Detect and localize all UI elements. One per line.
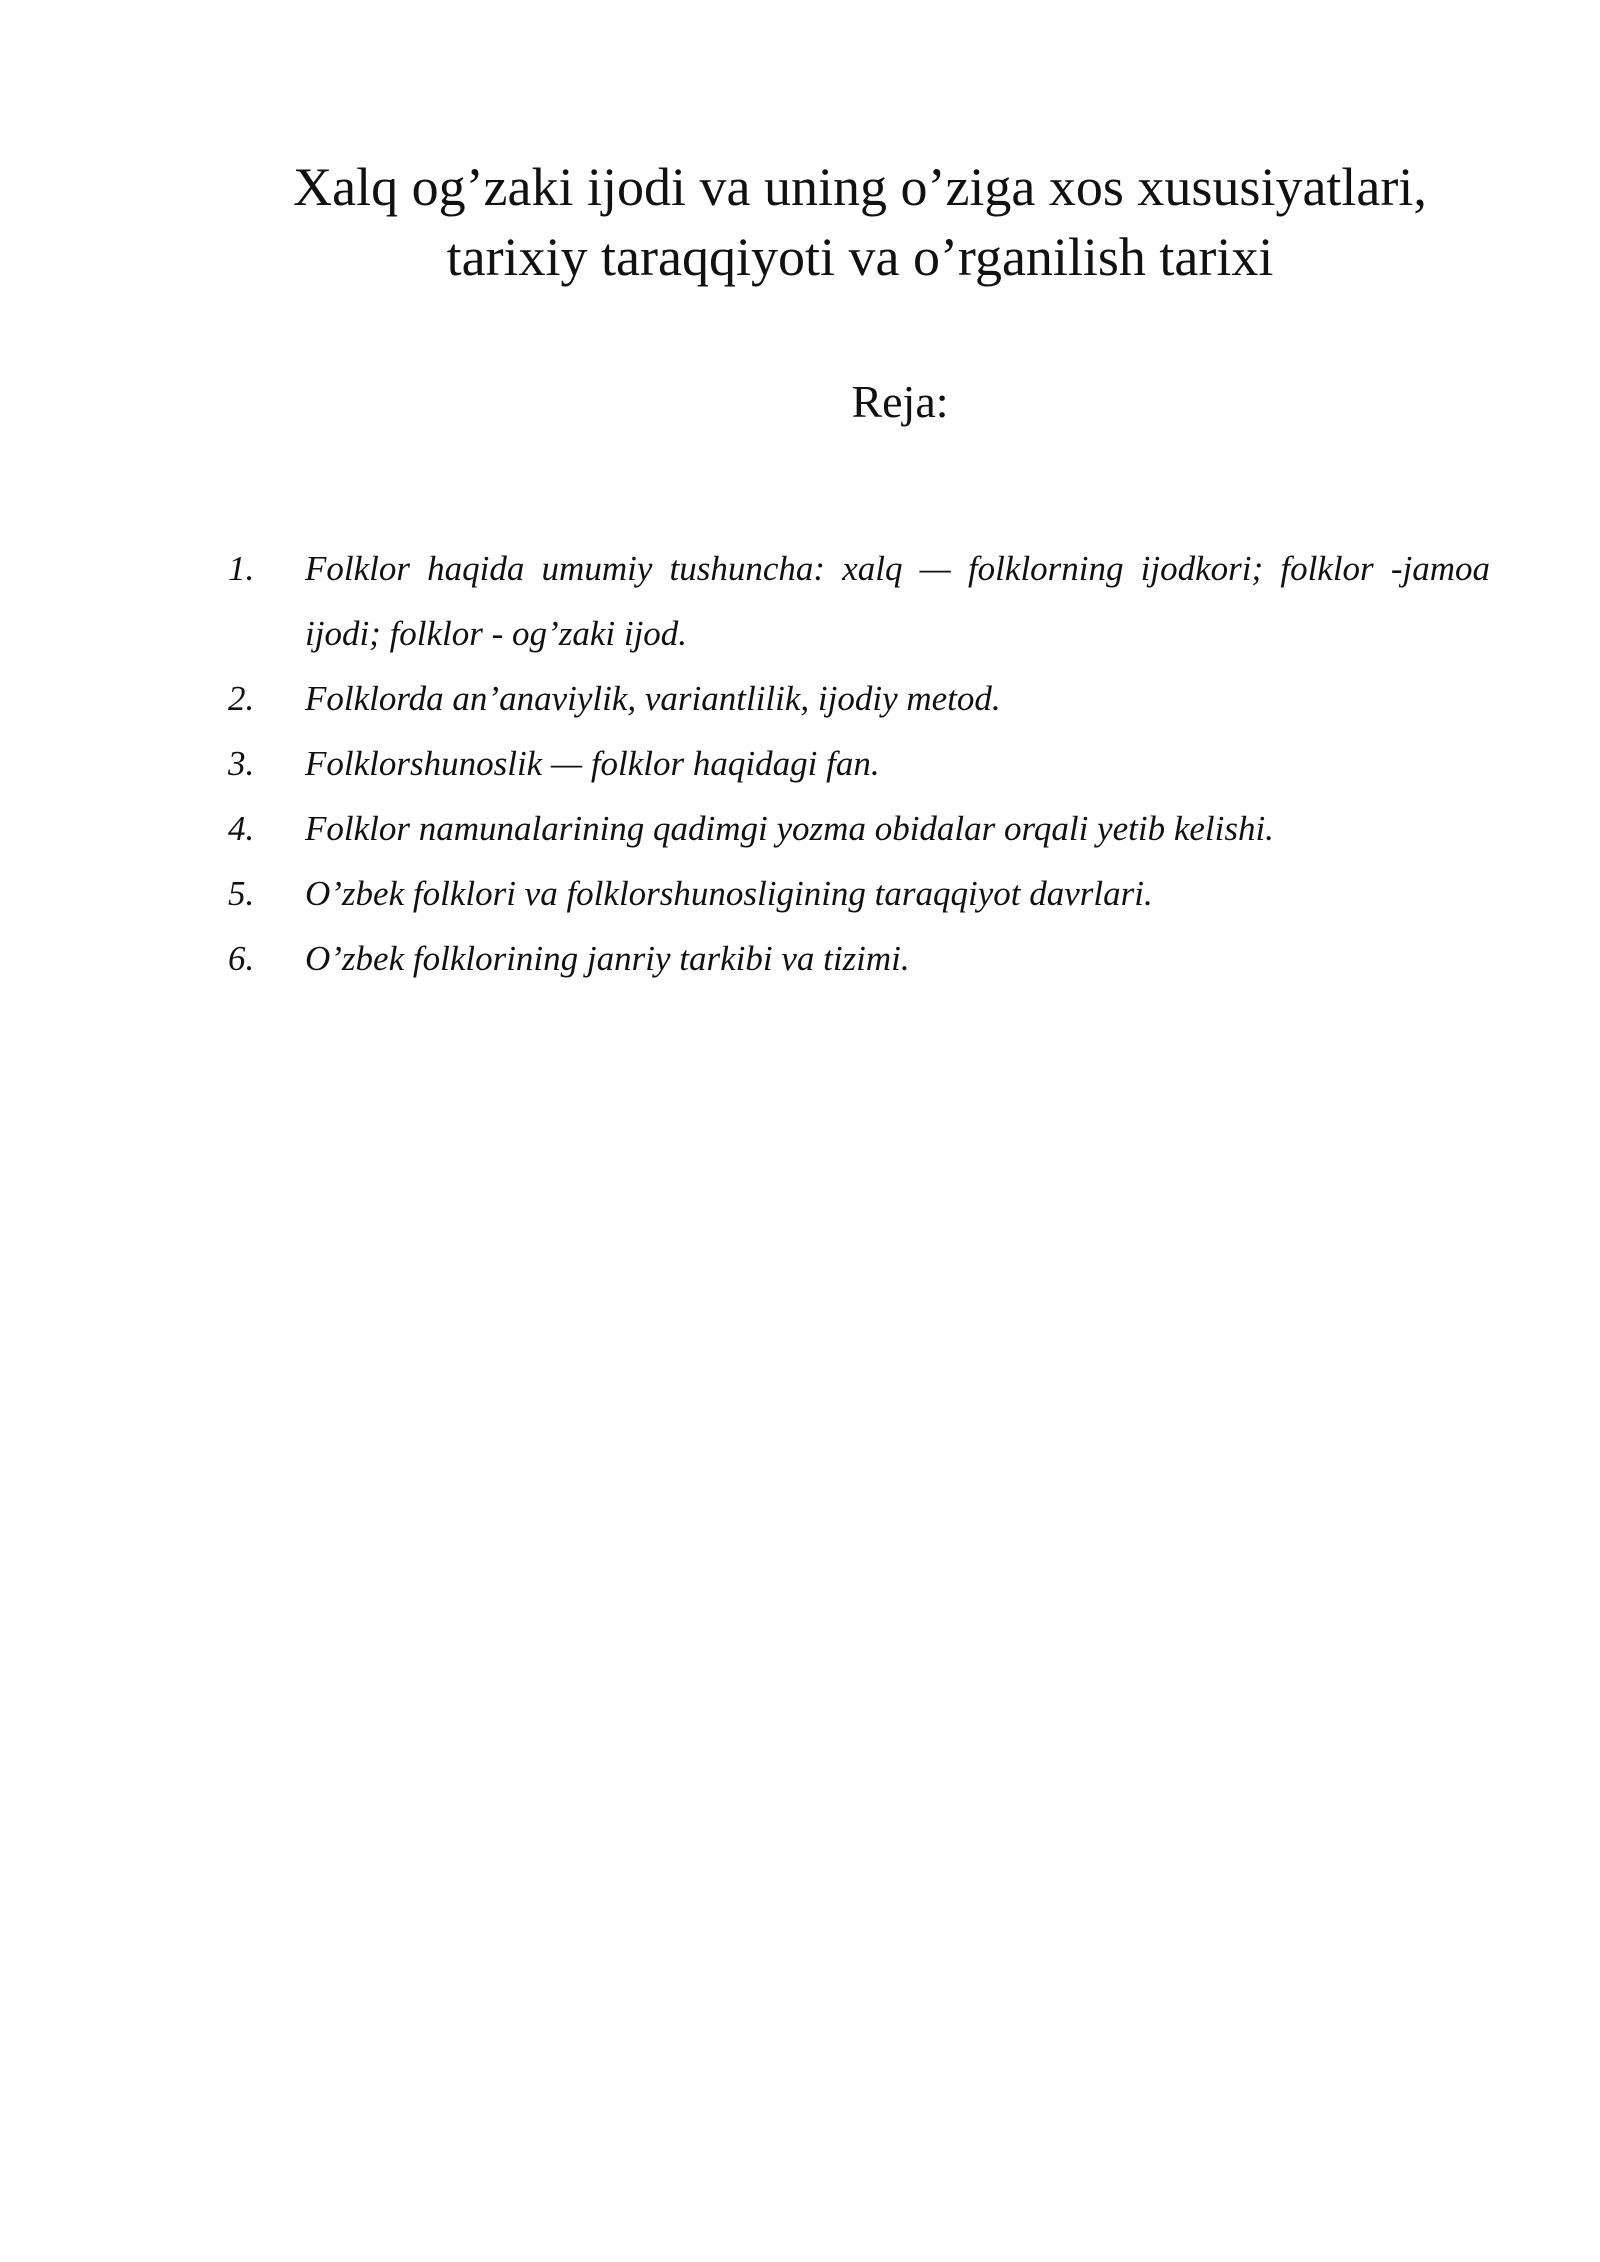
- plan-item-number: 1.: [228, 549, 255, 588]
- plan-item-1: [228, 536, 1490, 666]
- plan-item-text: Folklorda an’anaviylik, variantlilik, ijodiy metod.: [305, 679, 1001, 718]
- title-line-1: Xalq og’zaki ijodi va uning o’ziga xos xususiyatlari,: [293, 157, 1427, 217]
- plan-item-4: [228, 796, 1490, 861]
- plan-item-5: [228, 861, 1490, 926]
- plan-item-text: O’zbek folklori va folklorshunosligining taraqqiyot davrlari.: [305, 874, 1153, 913]
- plan-list: [228, 536, 1490, 991]
- plan-item-text: O’zbek folklorining janriy tarkibi va tizimi.: [305, 939, 910, 978]
- title-line-2: tarixiy taraqqiyoti va o’rganilish tarixi: [446, 227, 1274, 287]
- plan-item-text: Folklor namunalarining qadimgi yozma obidalar orqali yetib kelishi.: [305, 809, 1274, 848]
- document-title: [200, 152, 1520, 292]
- plan-item-number: 6.: [228, 939, 255, 978]
- plan-item-text: Folklorshunoslik — folklor haqidagi fan.: [305, 744, 880, 783]
- plan-item-text: Folklor haqida umumiy tushuncha: xalq — folklorning ijodkori; folklor -jamoa ijodi; folklor - og’zaki ijod.: [305, 549, 1490, 653]
- plan-item-number: 4.: [228, 809, 255, 848]
- plan-item-6: [228, 926, 1490, 991]
- plan-heading: Reja:: [851, 376, 949, 427]
- plan-item-number: 3.: [228, 744, 255, 783]
- plan-item-number: 2.: [228, 679, 255, 718]
- plan-item-2: [228, 666, 1490, 731]
- plan-item-3: [228, 731, 1490, 796]
- plan-item-number: 5.: [228, 874, 255, 913]
